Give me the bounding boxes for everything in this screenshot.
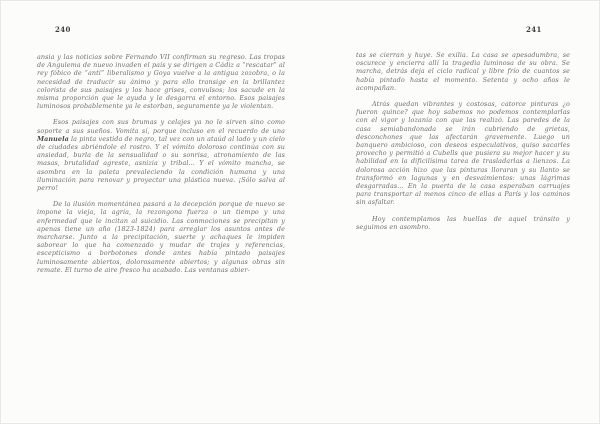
- text-segment: Hoy contemplamos las huellas de aquel tránsito y seguimos en asombro.: [356, 214, 570, 231]
- text-segment: De la ilusión momentánea pasará a la decepción porque de nuevo se impone la vieja, la agria, la rezongona fuerza o un tiempo y una enfermedad que le incitan al suicidio. Las conmociones se precipitan y apenas tiene un año (1823-1824) para arreglar los asuntos antes de marcharse. Junto a la precipitación, suerte y achaques le impiden saborear lo que ha comenzado y mudar de trajes y referencias, escepticismo a borbotones donde antes había pintado paisajes luminosamente abiertos, dolorosamente abiertos; y algunas obras sin remate. El turno de aire fresco ha acabado. Las ventanas abier-: [37, 200, 285, 274]
- text-segment-bold: Manuela: [37, 134, 69, 143]
- paragraph: [356, 100, 570, 207]
- page-right-text-column: [356, 51, 570, 231]
- paragraph: [356, 51, 570, 92]
- paragraph: [356, 215, 570, 231]
- paragraph: [37, 200, 285, 274]
- text-segment: Esos paisajes con sus brumas y celajes ya no le sirven sino como soporte a sus sueños. Vomita sí, porque incluso en el recuerdo de una: [37, 118, 285, 135]
- page-number-right: 241: [526, 25, 542, 34]
- text-segment: la pinta vestida de negro, tal vez con un ataúd al lado y un cielo de ciudades abriéndole el rostro. Y el vómito doloroso continúa con su ansiedad, burla de la sensualidad o su sonrisa, atronamiento de las masas, brutalidad agreste, asnizia y tribal... Y el vómito mancha, se asombra en la paleta prevaleciendo la condición humana y una iluminación para renovar y proyectar una plástica nueva. ¡Sólo salva al perro!: [37, 134, 285, 193]
- text-segment: tas se cierran y huye. Se exilia. La casa se apesadumbra, se oscurece y encierra allí la tragedia luminosa de su obra. Se marcha, detrás deja el ciclo radical y libre frío de cuantos se había pintado hasta el momento. Setenta y ocho años le acompañan.: [356, 51, 570, 92]
- paragraph: [37, 53, 285, 110]
- page-number-left: 240: [55, 25, 71, 34]
- text-segment: Atrás quedan vibrantes y costosas, catorce pinturas ¿o fueron quince? que hoy sabemos no podemos contemplarlas con el vigor y lozanía con que las realizó. Las paredes de la casa semiabandonada se irán cubriendo de grietas, desconchones que las afectarán gravemente. Luego un banquero ambicioso, con deseos especulativos, quiso sacarles provecho y permitió a Cubells que pusiera su mejor hacer y su habilidad en la dificilísima tarea de trasladarlas a lienzos. La dolorosa acción hizo que las pinturas lloraran y su llanto se transformó en lagunas y en desvaimientos: unas lágrimas desgarradas... En la puerta de la casa esperaban carruajes para transportar al menos cinco de ellas a París y los caminos sin asfaltar.: [356, 100, 570, 207]
- text-segment: ansia y las noticias sobre Fernando VII confirman su regreso. Las tropas de Angulema de nuevo invaden el país y se dirigen a Cádiz a “rescatar” al rey fóbico de “anti” liberalismo y Goya vuelve a la antigua zozobra, o la necesidad de traducir su ánimo y para ello transige en la brillantez colorista de sus paisajes y los hace grises, convulsos; los sacude en la misma proporción que le ayuda y le desgarra el entorno. Esos paisajes luminosos probablemente ya le estorban, seguramente ya le violentan.: [37, 53, 285, 111]
- page-left-text-column: [37, 53, 285, 274]
- paragraph: [37, 118, 285, 192]
